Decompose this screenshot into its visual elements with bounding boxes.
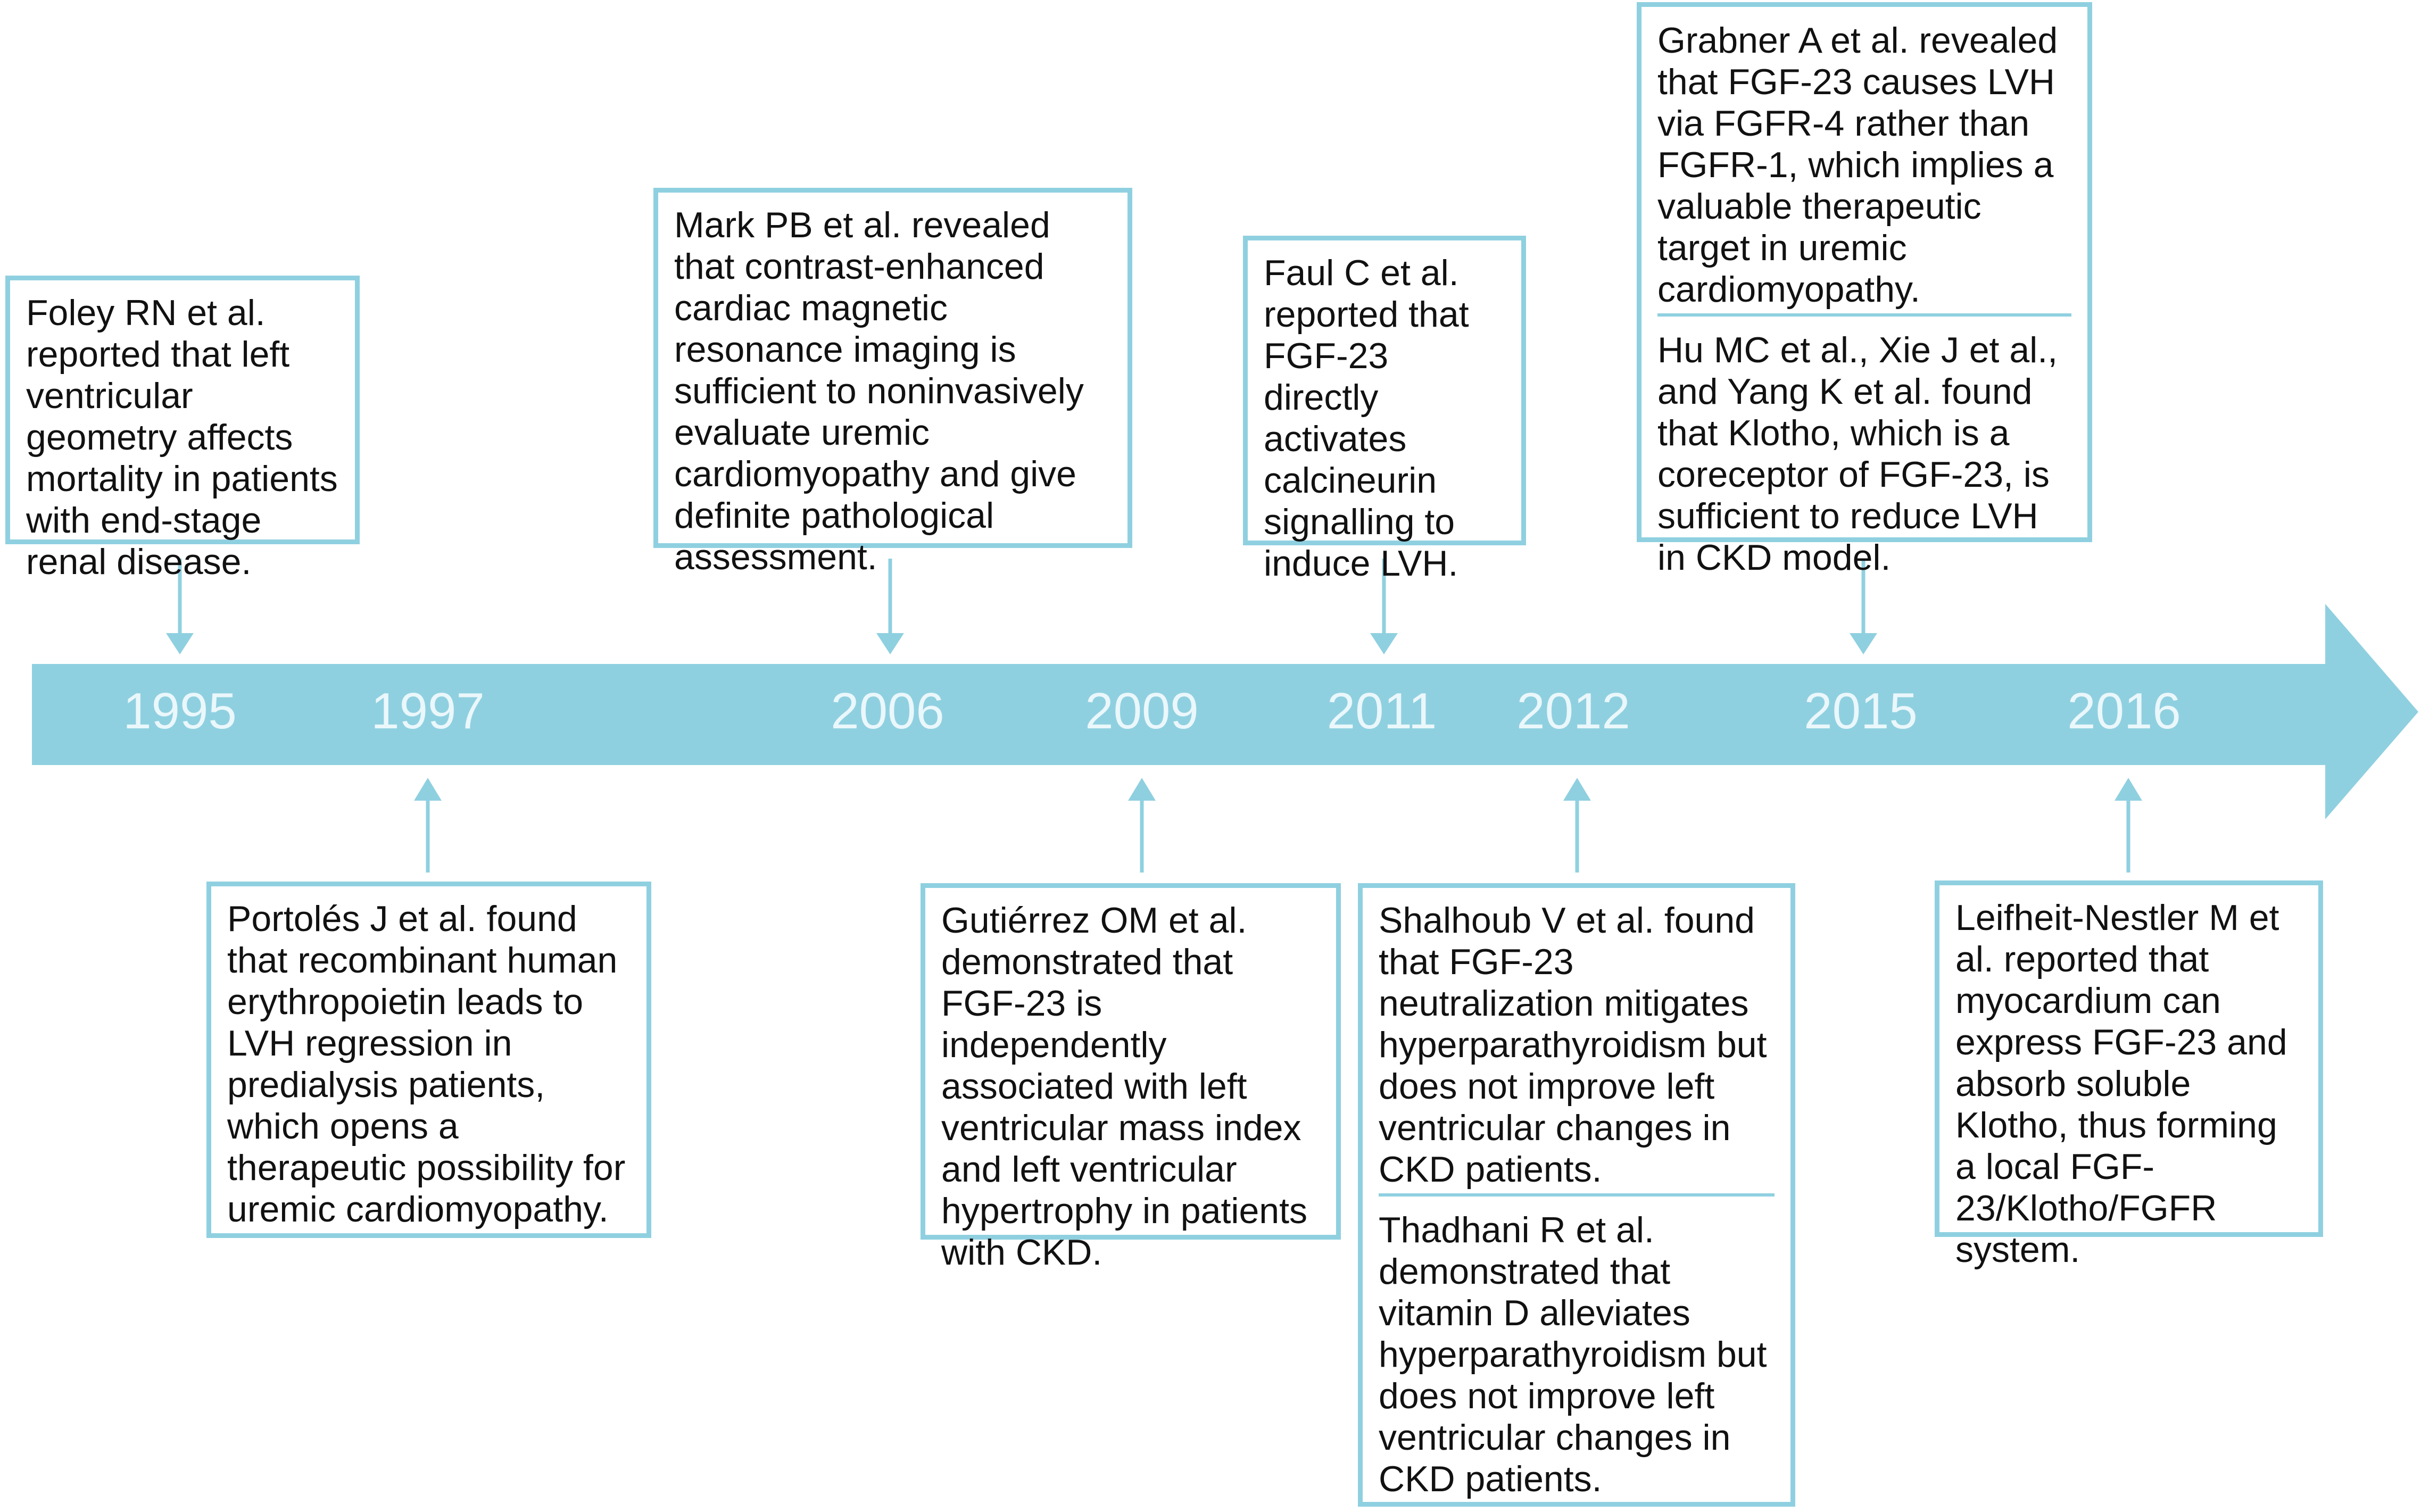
event-box-2009	[921, 883, 1341, 1273]
event-text-2012b: Thadhani R et al. demonstrated that vitamin D alleviates hyperparathyroidism but does not improve left ventricular changes in CKD patients.	[1379, 1210, 1767, 1499]
event-box-2011	[1243, 236, 1526, 584]
event-box-2015	[1637, 2, 2092, 578]
event-text-1997: Portolés J et al. found that recombinant human erythropoietin leads to LVH regression in predialysis patients, which opens a therapeutic possibility for uremic cardiomyopathy.	[227, 899, 626, 1229]
event-text-2012a: Shalhoub V et al. found that FGF-23 neutralization mitigates hyperparathyroidism but does not improve left ventricular changes in CKD patients.	[1379, 900, 1767, 1190]
year-label-2012: 2012	[1516, 683, 1630, 740]
event-box-1995	[5, 276, 360, 582]
event-text-2015a: Grabner A et al. revealed that FGF-23 causes LVH via FGFR-4 rather than FGFR-1, which implies a valuable therapeutic target in uremic cardiomyopathy.	[1657, 20, 2058, 310]
event-box-2012	[1358, 883, 1795, 1507]
event-text-2009: Gutiérrez OM et al. demonstrated that FGF-23 is independently associated with left ventricular mass index and left ventricular hypertrophy in patients with CKD.	[941, 900, 1307, 1273]
event-text-2016: Leifheit-Nestler M et al. reported that myocardium can express FGF-23 and absorb soluble Klotho, thus forming a local FGF-23/Klotho/FGFR system.	[1955, 898, 2287, 1270]
event-box-1997	[206, 882, 651, 1238]
event-box-2006	[653, 188, 1132, 577]
event-text-1995: Foley RN et al. reported that left ventricular geometry affects mortality in patients with end-stage renal disease.	[26, 293, 338, 582]
event-divider-2015	[1657, 313, 2071, 317]
connector-2012	[1563, 778, 1591, 873]
event-box-2016	[1935, 880, 2323, 1270]
connector-2009	[1128, 778, 1156, 873]
event-divider-2012	[1379, 1193, 1775, 1197]
year-label-1997: 1997	[371, 683, 485, 740]
year-label-2009: 2009	[1085, 683, 1199, 740]
connector-2016	[2115, 778, 2142, 873]
year-label-2011: 2011	[1326, 683, 1437, 740]
event-text-2006: Mark PB et al. revealed that contrast-enhanced cardiac magnetic resonance imaging is sufficient to noninvasively evaluate uremic cardiomyopathy and give definite pathological assessment.	[674, 205, 1084, 577]
event-text-2015b: Hu MC et al., Xie J et al., and Yang K et al. found that Klotho, which is a coreceptor of FGF-23, is sufficient to reduce LVH in CKD model.	[1657, 330, 2058, 578]
event-text-2011: Faul C et al. reported that FGF-23 directly activates calcineurin signalling to induce LVH.	[1264, 253, 1469, 584]
year-label-2016: 2016	[2067, 683, 2181, 740]
year-label-2006: 2006	[831, 683, 944, 740]
year-label-1995: 1995	[123, 683, 237, 740]
timeline-arrowhead	[2325, 604, 2418, 819]
connector-1997	[414, 778, 442, 873]
year-label-2015: 2015	[1804, 683, 1918, 740]
